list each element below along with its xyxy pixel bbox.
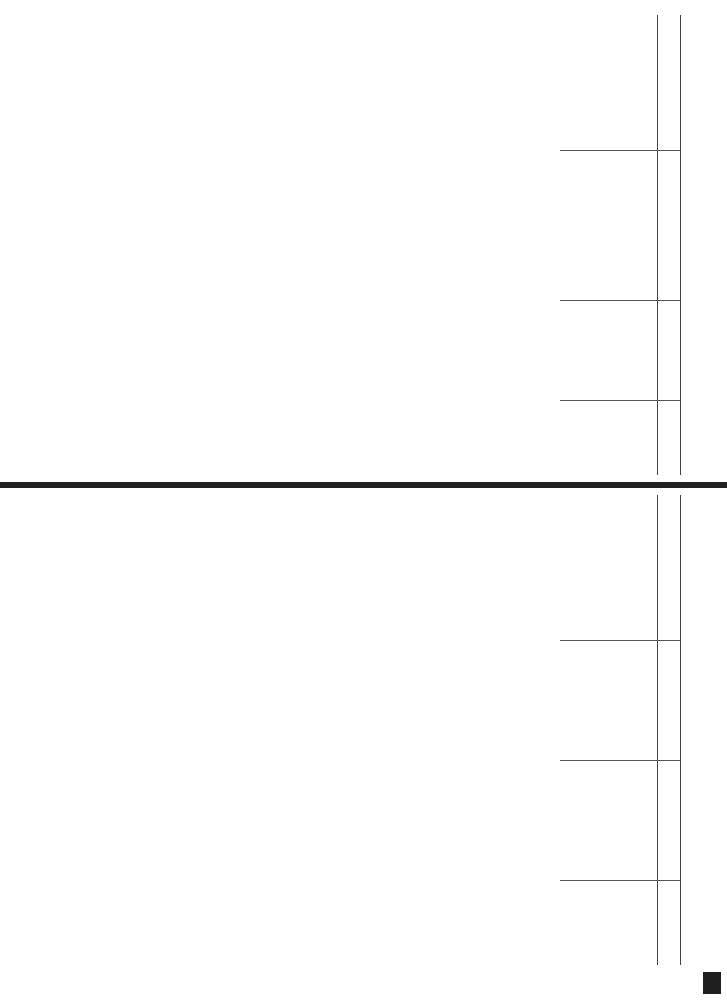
top-col-divider-1	[560, 150, 680, 151]
center-fold-rule	[0, 482, 727, 488]
bottom-col-divider-3	[560, 880, 680, 881]
top-header-rule	[680, 15, 681, 475]
top-header-rule-2	[657, 15, 658, 475]
dfg-logo	[703, 972, 721, 994]
bottom-header-rule-2	[657, 495, 658, 965]
top-col-divider-2	[560, 300, 680, 301]
top-col-divider-3	[560, 400, 680, 401]
bottom-col-divider-2	[560, 760, 680, 761]
bottom-col-divider-1	[560, 640, 680, 641]
bottom-header-rule	[680, 495, 681, 965]
